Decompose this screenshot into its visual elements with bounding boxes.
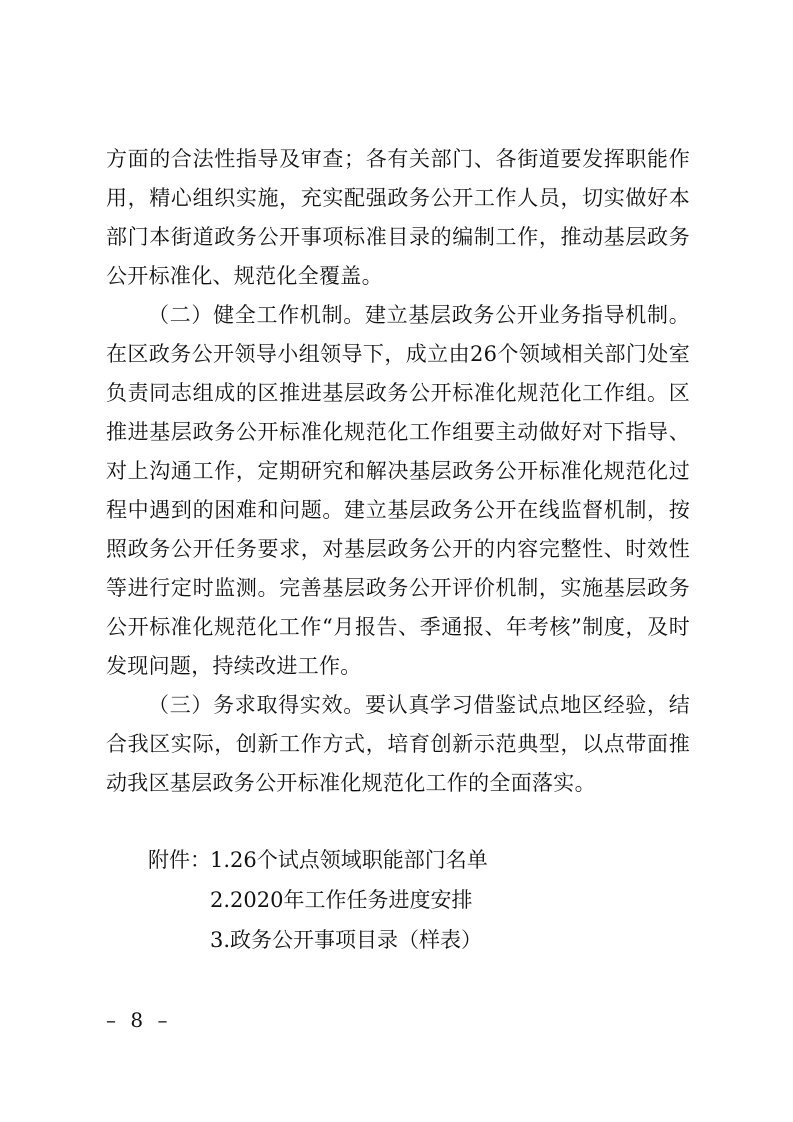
page-number: – 8 – <box>106 1008 172 1032</box>
attachment-item: 3.政务公开事项目录（样表） <box>210 928 483 952</box>
attachment-item: 2.2020年工作任务进度安排 <box>210 888 473 912</box>
attachments-label: 附件： <box>148 848 211 872</box>
attachments-list <box>148 840 488 960</box>
paragraph-work-mechanism: （二）健全工作机制。建立基层政务公开业务指导机制。在区政务公开领导小组领导下，成立由26个领域相关部门处室负责同志组成的区推进基层政务公开标准化规范化工作组。区推进基层政务公开标准化规范化工作组要主动做好对下指导、对上沟通工作，定期研究和解决基层政务公开标准化规范化过程中遇到的困难和问题。建立基层政务公开在线监督机制，按照政务公开任务要求，对基层政务公开的内容完整性、时效性等进行定时监测。完善基层政务公开评价机制，实施基层政务公开标准化规范化工作“月报告、季通报、年考核”制度，及时发现问题，持续改进工作。 <box>106 303 690 678</box>
paragraph-continuation: 方面的合法性指导及审查；各有关部门、各街道要发挥职能作用，精心组织实施，充实配强政务公开工作人员，切实做好本部门本街道政务公开事项标准目录的编制工作，推动基层政务公开标准化、规范化全覆盖。 <box>106 147 690 288</box>
document-body <box>106 140 690 803</box>
attachment-item: 1.26个试点领域职能部门名单 <box>210 848 488 872</box>
paragraph-effectiveness: （三）务求取得实效。要认真学习借鉴试点地区经验，结合我区实际，创新工作方式，培育创新示范典型，以点带面推动我区基层政务公开标准化规范化工作的全面落实。 <box>106 693 690 795</box>
